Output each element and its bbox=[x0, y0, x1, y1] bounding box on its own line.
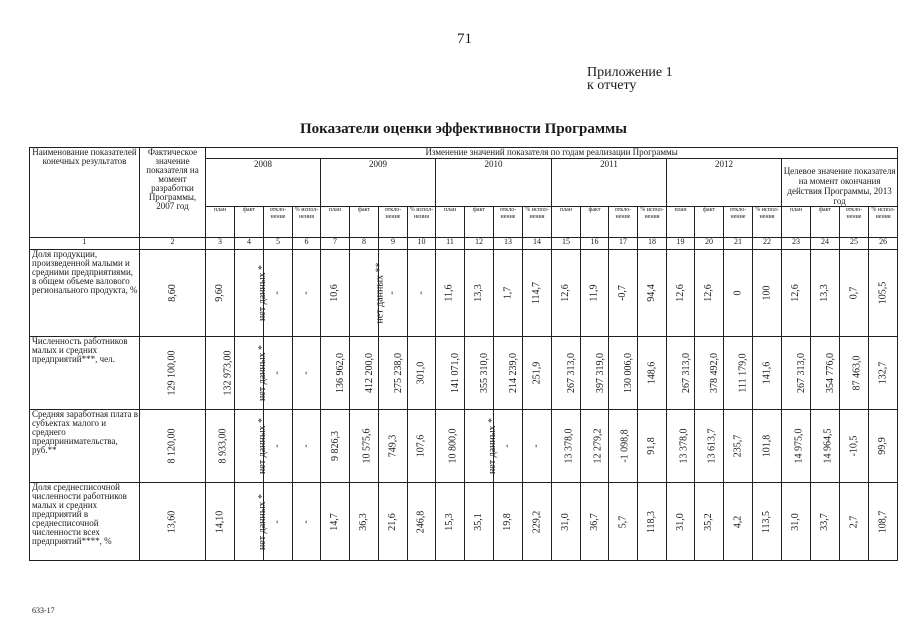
header-sub-deviation: откло-нение bbox=[379, 207, 408, 238]
value-cell bbox=[379, 337, 408, 410]
value-cell bbox=[869, 250, 898, 337]
value-cell bbox=[140, 337, 206, 410]
cell-value: 301,0 bbox=[415, 361, 427, 385]
cell-value: 118,3 bbox=[645, 510, 657, 533]
cell-value: - bbox=[272, 444, 283, 448]
value-cell bbox=[782, 483, 811, 561]
cell-value: 15,3 bbox=[444, 512, 455, 531]
column-number: 14 bbox=[523, 238, 552, 250]
cell-value: 31,0 bbox=[674, 512, 686, 531]
value-cell bbox=[609, 483, 638, 561]
value-cell bbox=[638, 410, 667, 483]
header-year-2008: 2008 bbox=[206, 159, 321, 207]
value-cell bbox=[638, 483, 667, 561]
header-year-2010: 2010 bbox=[436, 159, 552, 207]
header-sub-plan: план bbox=[436, 207, 465, 238]
cell-value: 13,60 bbox=[166, 510, 178, 533]
value-cell bbox=[609, 250, 638, 337]
indicator-name: Доля среднесписочной численности работников малых и средних предприятий в среднесписочной численности всех предприятий****, % bbox=[30, 483, 140, 561]
value-cell bbox=[552, 410, 581, 483]
cell-value: 33,7 bbox=[819, 512, 830, 531]
cell-value: - bbox=[272, 371, 283, 375]
value-cell bbox=[465, 250, 494, 337]
cell-value: 8 120,00 bbox=[166, 428, 178, 464]
value-cell bbox=[753, 250, 782, 337]
cell-value: 267 313,0 bbox=[681, 353, 692, 393]
header-sub-fact: факт bbox=[350, 207, 379, 238]
table-row bbox=[30, 410, 898, 483]
page-number: 71 bbox=[457, 31, 472, 47]
column-number: 10 bbox=[408, 238, 436, 250]
header-year-2011: 2011 bbox=[552, 159, 667, 207]
value-cell bbox=[753, 410, 782, 483]
value-cell bbox=[436, 483, 465, 561]
cell-value: 12,6 bbox=[790, 284, 801, 302]
cell-value: 21,6 bbox=[387, 512, 398, 531]
cell-value: 5,7 bbox=[617, 515, 628, 528]
cell-value: 13 378,0 bbox=[563, 428, 575, 464]
column-number: 20 bbox=[695, 238, 724, 250]
value-cell bbox=[321, 410, 350, 483]
value-cell bbox=[840, 483, 869, 561]
value-cell bbox=[436, 250, 465, 337]
value-cell bbox=[782, 250, 811, 337]
value-cell bbox=[293, 410, 321, 483]
column-number: 3 bbox=[206, 238, 235, 250]
cell-value: 10 800,0 bbox=[447, 428, 459, 464]
cell-value: 13,3 bbox=[473, 284, 484, 302]
cell-value: 11,6 bbox=[443, 284, 455, 302]
value-cell bbox=[140, 410, 206, 483]
cell-value: 11,9 bbox=[588, 284, 600, 302]
cell-value: нет данных * bbox=[257, 344, 269, 402]
cell-value: 14,7 bbox=[329, 512, 340, 531]
cell-value: 354 776,0 bbox=[825, 353, 836, 393]
value-cell bbox=[811, 483, 840, 561]
header-sub-deviation: откло-нение bbox=[609, 207, 638, 238]
value-cell bbox=[552, 483, 581, 561]
header-indicator: Наименование показателей конечных результатов bbox=[30, 148, 140, 238]
cell-value: 14 975,0 bbox=[793, 428, 805, 464]
cell-value: 267 313,0 bbox=[566, 353, 577, 393]
column-number: 18 bbox=[638, 238, 667, 250]
indicator-name: Доля продукции, произведенной малыми и средними предприятиями, в общем объеме валового регионального продукта, % bbox=[30, 250, 140, 337]
value-cell bbox=[321, 337, 350, 410]
cell-value: 35,1 bbox=[473, 512, 484, 531]
cell-value: 13,3 bbox=[819, 284, 830, 302]
column-number: 15 bbox=[552, 238, 581, 250]
value-cell bbox=[753, 483, 782, 561]
cell-value: нет данных ** bbox=[374, 262, 386, 324]
value-cell bbox=[235, 337, 269, 410]
header-sub-fact: факт bbox=[811, 207, 840, 238]
header-sub-percent: % испол-нения bbox=[408, 207, 436, 238]
cell-value: 14 964,5 bbox=[822, 428, 834, 464]
column-number: 23 bbox=[782, 238, 811, 250]
header-sub-deviation: откло-нение bbox=[264, 207, 293, 238]
cell-value: - bbox=[272, 291, 283, 295]
header-sub-fact: факт bbox=[581, 207, 609, 238]
cell-value: -1 098,8 bbox=[619, 429, 631, 463]
value-cell bbox=[609, 410, 638, 483]
cell-value: 111 179,0 bbox=[737, 353, 749, 393]
value-cell bbox=[206, 250, 235, 337]
value-cell bbox=[667, 483, 695, 561]
cell-value: - bbox=[272, 519, 283, 524]
column-number: 16 bbox=[581, 238, 609, 250]
header-sub-deviation: откло-нение bbox=[724, 207, 753, 238]
cell-value: 2,7 bbox=[848, 515, 859, 528]
cell-value: 130 006,0 bbox=[623, 353, 634, 393]
value-cell bbox=[350, 410, 379, 483]
column-number: 22 bbox=[753, 238, 782, 250]
header-sub-plan: план bbox=[782, 207, 811, 238]
cell-value: 100 bbox=[761, 285, 772, 301]
value-cell bbox=[408, 250, 436, 337]
cell-value: 101,8 bbox=[761, 434, 772, 458]
cell-value: 36,7 bbox=[588, 512, 600, 531]
cell-value: 12,6 bbox=[703, 284, 714, 302]
cell-value: 4,2 bbox=[732, 515, 743, 528]
value-cell bbox=[811, 250, 840, 337]
value-cell bbox=[581, 337, 609, 410]
cell-value: 12 279,2 bbox=[592, 428, 604, 464]
column-number: 17 bbox=[609, 238, 638, 250]
appendix-line-1: Приложение 1 bbox=[587, 65, 673, 80]
cell-value: 9,60 bbox=[214, 284, 225, 302]
header-sub-percent: % испол-нения bbox=[869, 207, 898, 238]
cell-value: нет данных * bbox=[257, 417, 269, 475]
cell-value: 99,9 bbox=[877, 437, 889, 455]
value-cell bbox=[206, 410, 235, 483]
header-change: Изменение значений показателя по годам реализации Программы bbox=[206, 148, 898, 159]
header-target: Целевое значение показателя на момент окончания действия Программы, 2013 год bbox=[782, 159, 898, 207]
value-cell bbox=[494, 337, 523, 410]
cell-value: 141,6 bbox=[761, 361, 772, 385]
table-row bbox=[30, 337, 898, 410]
value-cell bbox=[581, 483, 609, 561]
value-cell bbox=[724, 410, 753, 483]
column-number: 5 bbox=[264, 238, 293, 250]
header-sub-percent: % испол-нения bbox=[293, 207, 321, 238]
value-cell bbox=[494, 483, 523, 561]
cell-value: 91,8 bbox=[646, 437, 657, 455]
value-cell bbox=[140, 250, 206, 337]
value-cell bbox=[523, 483, 552, 561]
value-cell bbox=[350, 337, 379, 410]
value-cell bbox=[235, 410, 269, 483]
cell-value: 31,0 bbox=[790, 512, 801, 531]
cell-value: 141 071,0 bbox=[450, 353, 461, 393]
value-cell bbox=[235, 250, 269, 337]
column-number: 4 bbox=[235, 238, 264, 250]
value-cell bbox=[465, 483, 494, 561]
value-cell bbox=[408, 337, 436, 410]
cell-value: - bbox=[300, 444, 312, 448]
cell-value: 114,7 bbox=[530, 281, 542, 305]
cell-value: 9 826,3 bbox=[330, 431, 341, 461]
value-cell bbox=[869, 483, 898, 561]
cell-value: 214 239,0 bbox=[508, 353, 519, 393]
value-cell bbox=[869, 337, 898, 410]
cell-value: 31,0 bbox=[560, 512, 571, 531]
cell-value: - bbox=[531, 444, 542, 448]
cell-value: 10 575,6 bbox=[361, 428, 373, 464]
value-cell bbox=[321, 483, 350, 561]
cell-value: - bbox=[300, 291, 312, 295]
header-sub-fact: факт bbox=[695, 207, 724, 238]
cell-value: -0,7 bbox=[617, 285, 628, 301]
column-number: 8 bbox=[350, 238, 379, 250]
cell-value: 0 bbox=[732, 290, 743, 296]
cell-value: нет данных * bbox=[257, 493, 269, 550]
header-sub-percent: % испол-нения bbox=[753, 207, 782, 238]
cell-value: 87 463,0 bbox=[851, 355, 863, 391]
cell-value: 8,60 bbox=[166, 284, 178, 302]
cell-value: 749,3 bbox=[387, 434, 398, 458]
cell-value: 136 962,0 bbox=[335, 353, 346, 393]
cell-value: 94,4 bbox=[646, 284, 657, 302]
header-sub-plan: план bbox=[667, 207, 695, 238]
column-number: 7 bbox=[321, 238, 350, 250]
cell-value: 10,6 bbox=[329, 284, 340, 302]
value-cell bbox=[523, 410, 552, 483]
cell-value: 19,8 bbox=[502, 512, 513, 531]
value-cell bbox=[724, 337, 753, 410]
value-cell bbox=[235, 483, 269, 561]
value-cell bbox=[140, 483, 206, 561]
value-cell bbox=[552, 250, 581, 337]
value-cell bbox=[840, 250, 869, 337]
value-cell bbox=[523, 337, 552, 410]
column-number: 26 bbox=[869, 238, 898, 250]
table-row bbox=[30, 250, 898, 337]
value-cell bbox=[465, 410, 499, 483]
value-cell bbox=[695, 250, 724, 337]
header-sub-plan: план bbox=[321, 207, 350, 238]
header-sub-percent: % испол-нения bbox=[638, 207, 667, 238]
cell-value: - bbox=[502, 444, 513, 448]
header-sub-deviation: откло-нение bbox=[840, 207, 869, 238]
cell-value: - bbox=[415, 291, 427, 295]
value-cell bbox=[840, 337, 869, 410]
column-number: 6 bbox=[293, 238, 321, 250]
cell-value: - bbox=[300, 371, 312, 375]
cell-value: 36,3 bbox=[358, 512, 369, 531]
value-cell bbox=[782, 337, 811, 410]
value-cell bbox=[293, 337, 321, 410]
cell-value: 1,7 bbox=[502, 286, 513, 300]
value-cell bbox=[350, 483, 379, 561]
value-cell bbox=[379, 410, 408, 483]
value-cell bbox=[436, 410, 465, 483]
cell-value: 107,6 bbox=[415, 434, 427, 458]
value-cell bbox=[782, 410, 811, 483]
cell-value: 8 933,00 bbox=[217, 428, 229, 464]
header-sub-fact: факт bbox=[235, 207, 264, 238]
column-number: 13 bbox=[494, 238, 523, 250]
cell-value: 397 319,0 bbox=[595, 353, 606, 393]
cell-value: 412 200,0 bbox=[364, 353, 375, 393]
cell-value: 378 492,0 bbox=[709, 353, 720, 393]
cell-value: 235,7 bbox=[732, 434, 743, 458]
cell-value: 246,8 bbox=[415, 510, 427, 533]
value-cell bbox=[581, 250, 609, 337]
value-cell bbox=[753, 337, 782, 410]
cell-value: 0,7 bbox=[848, 286, 859, 300]
cell-value: 13 378,0 bbox=[678, 428, 690, 464]
cell-value: нет данных * bbox=[257, 264, 269, 322]
cell-value: - bbox=[300, 519, 312, 524]
cell-value: 14,10 bbox=[214, 510, 225, 533]
cell-value: 229,2 bbox=[531, 510, 542, 533]
column-number: 11 bbox=[436, 238, 465, 250]
cell-value: 129 100,00 bbox=[166, 350, 178, 396]
value-cell bbox=[436, 337, 465, 410]
cell-value: 132 973,00 bbox=[222, 350, 234, 396]
header-sub-plan: план bbox=[206, 207, 235, 238]
column-number: 19 bbox=[667, 238, 695, 250]
cell-value: 267 313,0 bbox=[796, 353, 807, 393]
value-cell bbox=[667, 410, 695, 483]
column-number: 21 bbox=[724, 238, 753, 250]
value-cell bbox=[811, 410, 840, 483]
cell-value: 12,6 bbox=[560, 284, 571, 302]
column-number: 2 bbox=[140, 238, 206, 250]
value-cell bbox=[552, 337, 581, 410]
document-title: Показатели оценки эффективности Программы bbox=[300, 121, 627, 137]
value-cell bbox=[350, 250, 386, 337]
value-cell bbox=[379, 483, 408, 561]
cell-value: - bbox=[387, 291, 398, 295]
value-cell bbox=[638, 337, 667, 410]
value-cell bbox=[724, 483, 753, 561]
indicators-table bbox=[29, 147, 896, 570]
cell-value: 113,5 bbox=[760, 510, 772, 533]
value-cell bbox=[840, 410, 869, 483]
value-cell bbox=[206, 483, 235, 561]
header-actual: Фактическое значение показателя на момент разработки Программы, 2007 год bbox=[140, 148, 206, 238]
header-sub-percent: % испол-нения bbox=[523, 207, 552, 238]
header-sub-deviation: откло-нение bbox=[494, 207, 523, 238]
cell-value: 148,6 bbox=[646, 361, 657, 385]
appendix-note bbox=[587, 66, 673, 92]
header-year-2009: 2009 bbox=[321, 159, 436, 207]
value-cell bbox=[695, 410, 724, 483]
value-cell bbox=[667, 337, 695, 410]
column-number: 1 bbox=[30, 238, 140, 250]
value-cell bbox=[206, 337, 235, 410]
value-cell bbox=[494, 250, 523, 337]
value-cell bbox=[321, 250, 350, 337]
header-sub-fact: факт bbox=[465, 207, 494, 238]
cell-value: 275 238,0 bbox=[393, 353, 404, 393]
value-cell bbox=[695, 483, 724, 561]
value-cell bbox=[811, 337, 840, 410]
column-number: 25 bbox=[840, 238, 869, 250]
value-cell bbox=[667, 250, 695, 337]
value-cell bbox=[638, 250, 667, 337]
indicator-name: Численность работников малых и средних предприятий***, чел. bbox=[30, 337, 140, 410]
cell-value: 12,6 bbox=[674, 284, 686, 302]
cell-value: 355 310,0 bbox=[479, 353, 490, 393]
value-cell bbox=[695, 337, 724, 410]
column-number: 24 bbox=[811, 238, 840, 250]
value-cell bbox=[293, 483, 321, 561]
cell-value: -10,5 bbox=[848, 435, 859, 457]
column-number: 9 bbox=[379, 238, 408, 250]
value-cell bbox=[869, 410, 898, 483]
column-number: 12 bbox=[465, 238, 494, 250]
cell-value: 105,5 bbox=[877, 281, 889, 305]
value-cell bbox=[609, 337, 638, 410]
header-sub-plan: план bbox=[552, 207, 581, 238]
header-year-2012: 2012 bbox=[667, 159, 782, 207]
value-cell bbox=[408, 410, 436, 483]
cell-value: 251,9 bbox=[531, 361, 542, 385]
cell-value: 132,7 bbox=[877, 361, 889, 385]
cell-value: 108,7 bbox=[877, 510, 889, 533]
value-cell bbox=[724, 250, 753, 337]
indicator-name: Средняя заработная плата в субъектах малого и среднего предпринимательства, руб.** bbox=[30, 410, 140, 483]
value-cell bbox=[523, 250, 552, 337]
value-cell bbox=[408, 483, 436, 561]
appendix-line-2: к отчету bbox=[587, 78, 637, 93]
value-cell bbox=[581, 410, 609, 483]
value-cell bbox=[293, 250, 321, 337]
cell-value: 13 613,7 bbox=[706, 428, 718, 464]
value-cell bbox=[465, 337, 494, 410]
cell-value: нет данных * bbox=[487, 417, 499, 475]
cell-value: 35,2 bbox=[703, 512, 714, 531]
table-row bbox=[30, 483, 898, 561]
footer-code: 633-17 bbox=[32, 606, 55, 615]
